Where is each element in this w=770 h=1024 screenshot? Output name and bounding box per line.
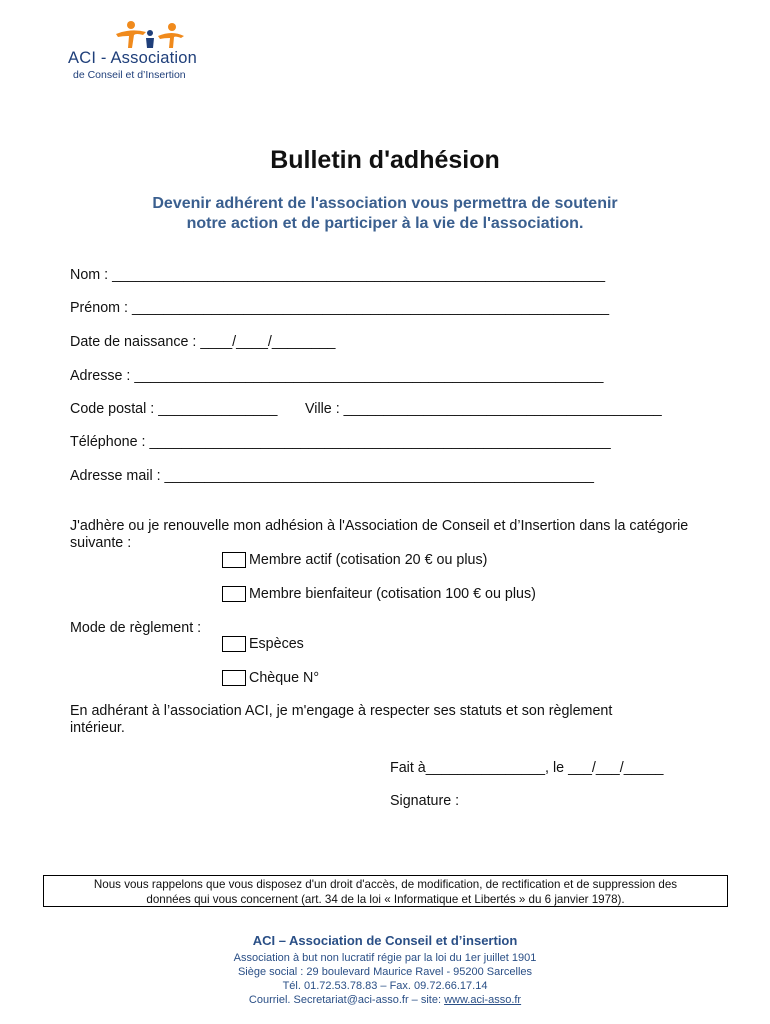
privacy-notice-box <box>43 875 728 907</box>
checkbox-membre-actif[interactable] <box>222 552 246 568</box>
field-code-postal[interactable]: Code postal : _______________ <box>70 401 278 417</box>
logo-line-2: de Conseil et d’Insertion <box>73 69 186 81</box>
notice-line-1: Nous vous rappelons que vous disposez d'un droit d'accès, de modification, de rectification et de suppression des <box>93 878 678 891</box>
footer-line-1: Association à but non lucratif régie par la loi du 1er juillet 1901 <box>233 952 537 964</box>
payment-label: Mode de règlement : <box>70 620 202 636</box>
notice-line-2: données qui vous concernent (art. 34 de la loi « Informatique et Libertés » du 6 janvier 1978). <box>146 893 625 906</box>
membership-option-actif[interactable] <box>222 552 487 568</box>
cheque-label: Chèque N° <box>249 670 320 686</box>
membre-actif-label: Membre actif (cotisation 20 € ou plus) <box>249 552 488 568</box>
field-adresse-mail[interactable]: Adresse mail : ______________________________________________________ <box>70 468 594 484</box>
field-prenom[interactable]: Prénom : ____________________________________________________________ <box>70 300 610 316</box>
checkbox-membre-bienfaiteur[interactable] <box>222 586 246 602</box>
field-adresse[interactable]: Adresse : ___________________________________________________________ <box>70 368 604 384</box>
subtitle-line-2: notre action et de participer à la vie de l'association. <box>186 215 584 232</box>
footer-line-2: Siège social : 29 boulevard Maurice Ravel - 95200 Sarcelles <box>237 966 533 978</box>
signature-label: Signature : <box>390 793 460 809</box>
commitment-text: En adhérant à l’association ACI, je m'engage à respecter ses statuts et son règlement intérieur. <box>70 703 613 736</box>
footer-email: Courriel. Secretariat@aci-asso.fr – site: <box>248 994 445 1006</box>
field-ville[interactable]: Ville : ________________________________________ <box>305 401 662 417</box>
membre-bienfaiteur-label: Membre bienfaiteur (cotisation 100 € ou plus) <box>249 586 536 602</box>
subtitle-line-1: Devenir adhérent de l'association vous permettra de soutenir <box>152 195 618 212</box>
logo-line-1: ACI - Association <box>68 49 198 67</box>
checkbox-especes[interactable] <box>222 636 246 652</box>
footer-site-link[interactable]: www.aci-asso.fr <box>444 994 522 1006</box>
checkbox-cheque[interactable] <box>222 670 246 686</box>
especes-label: Espèces <box>249 636 304 652</box>
membership-option-bienfaiteur[interactable] <box>222 586 536 602</box>
footer-line-4 <box>0 994 770 1006</box>
footer-title: ACI – Association de Conseil et d’insertion <box>252 933 518 948</box>
footer-line-3: Tél. 01.72.53.78.83 – Fax. 09.72.66.17.14 <box>282 980 488 992</box>
fait-a-field[interactable]: Fait à_______________, le ___/___/_____ <box>390 760 664 776</box>
subtitle <box>0 194 770 234</box>
field-date-naissance[interactable]: Date de naissance : ____/____/________ <box>70 334 336 350</box>
field-telephone[interactable]: Téléphone : __________________________________________________________ <box>70 434 611 450</box>
field-nom[interactable]: Nom : ______________________________________________________________ <box>70 267 606 283</box>
payment-option-especes[interactable] <box>222 636 304 652</box>
payment-option-cheque[interactable] <box>222 670 319 686</box>
membership-intro: J'adhère ou je renouvelle mon adhésion à l'Association de Conseil et d’Insertion dans la catégorie suivante : <box>70 518 689 551</box>
page-title: Bulletin d'adhésion <box>270 146 500 174</box>
